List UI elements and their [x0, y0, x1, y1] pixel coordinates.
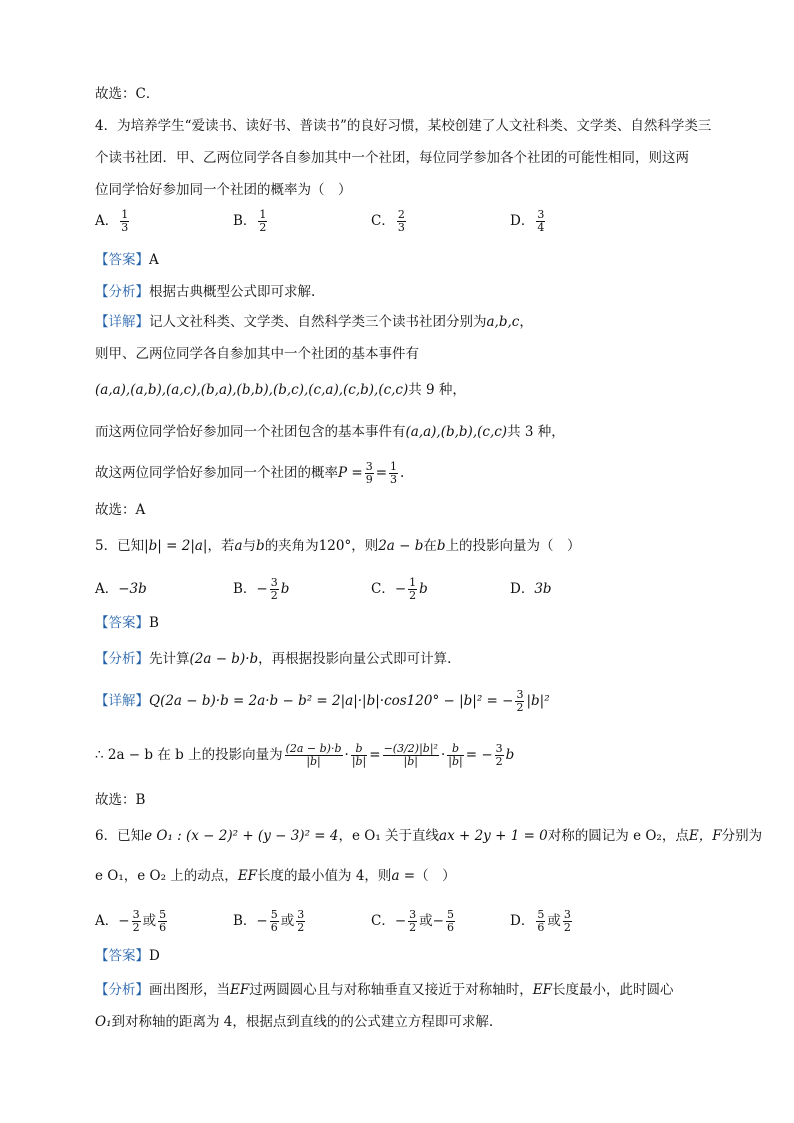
q6-analysis-line-2: O₁到对称轴的距离为 4，根据点到直线的的公式建立方程即可求解.: [95, 1014, 494, 1030]
q4-option-a: A． $\frac{1}{3}$: [95, 208, 129, 234]
q4-stem-line-1: 4．为培养学生“爱读书、读好书、普读书”的良好习惯，某校创建了人文社科类、文学类、自然科学类三: [95, 118, 712, 134]
q4-final-choice: 故选：A: [95, 502, 146, 518]
q4-detail-line-5: 故这两位同学恰好参加同一个社团的概率P = $\frac{3}{9}$ = $\frac{1}{3}$ .: [95, 460, 405, 486]
q6-option-b: B．− $\frac{5}{6}$ 或 $\frac{3}{2}$: [233, 908, 305, 934]
previous-answer: 故选：C．: [95, 86, 160, 102]
q4-detail-line-4: 而这两位同学恰好参加同一个社团包含的基本事件有(a,a),(b,b),(c,c)共 3 种，: [95, 424, 565, 440]
q5-final-choice: 故选：B: [95, 792, 146, 808]
q5-option-c: C．− $\frac{1}{2}$ b: [371, 576, 428, 602]
q4-option-b: B． $\frac{1}{2}$: [233, 208, 267, 234]
q6-option-c: C．− $\frac{3}{2}$ 或− $\frac{5}{6}$: [371, 908, 454, 934]
q4-detail-line-2: 则甲、乙两位同学各自参加其中一个社团的基本事件有: [95, 346, 419, 362]
q5-option-b: B．− $\frac{3}{2}$ b: [233, 576, 290, 602]
q4-stem-line-2: 个读书社团．甲、乙两位同学各自参加其中一个社团，每位同学参加各个社团的可能性相同，则这两: [95, 150, 689, 166]
q5-option-a: A．−3b: [95, 581, 147, 597]
q5-answer: 【答案】B: [95, 615, 159, 631]
q4-detail-line-3: (a,a),(a,b),(a,c),(b,a),(b,b),(b,c),(c,a),(c,b),(c,c)共 9 种，: [95, 382, 466, 398]
q6-answer: 【答案】D: [95, 948, 160, 964]
q4-option-d: D． $\frac{3}{4}$: [510, 208, 545, 234]
q5-detail-line-1: 【详解】Q(2a − b)·b = 2a·b − b² = 2|a|·|b|·cos120° − |b|² = − $\frac{3}{2}$ |b|²: [95, 688, 550, 714]
q5-detail-line-2: ∴ 2a − b 在 b 上的投影向量为 $\frac{(2a - b)\cdot b}{|b|}$ · $\frac{b}{|b|}$ = $\frac{\text{−(3/2)|b|²}}{|b|}$ · $\frac{b}{|b|}$ = − $\frac{3}{2}$ b: [95, 742, 515, 768]
q5-option-d: D．3b: [510, 581, 552, 597]
q6-analysis-line-1: 【分析】画出图形，当EF过两圆圆心且与对称轴垂直又接近于对称轴时，EF长度最小，此时圆心: [95, 982, 674, 998]
q6-option-a: A．− $\frac{3}{2}$ 或 $\frac{5}{6}$: [95, 908, 167, 934]
q4-answer: 【答案】A: [95, 252, 159, 268]
q4-option-c: C． $\frac{2}{3}$: [371, 208, 405, 234]
q5-stem: 5．已知|b| = 2|a|，若a与b的夹角为120°，则2a − b在b上的投影向量为（ ）: [95, 538, 581, 554]
q4-detail-line-1: 【详解】记人文社科类、文学类、自然科学类三个读书社团分别为a,b,c，: [95, 314, 533, 330]
q4-stem-line-3: 位同学恰好参加同一个社团的概率为（ ）: [95, 182, 352, 198]
q6-stem-line-1: 6．已知e O₁ : (x − 2)² + (y − 3)² = 4，e O₁ 关于直线ax + 2y + 1 = 0对称的圆记为 e O₂，点E，F分别为: [95, 828, 763, 844]
q6-stem-line-2: e O₁，e O₂ 上的动点，EF长度的最小值为 4，则a =（ ）: [95, 868, 456, 884]
q4-analysis: 【分析】根据古典概型公式即可求解.: [95, 284, 316, 300]
q5-analysis: 【分析】先计算(2a − b)·b，再根据投影向量公式即可计算.: [95, 651, 452, 667]
q6-option-d: D． $\frac{5}{6}$ 或 $\frac{3}{2}$: [510, 908, 571, 934]
